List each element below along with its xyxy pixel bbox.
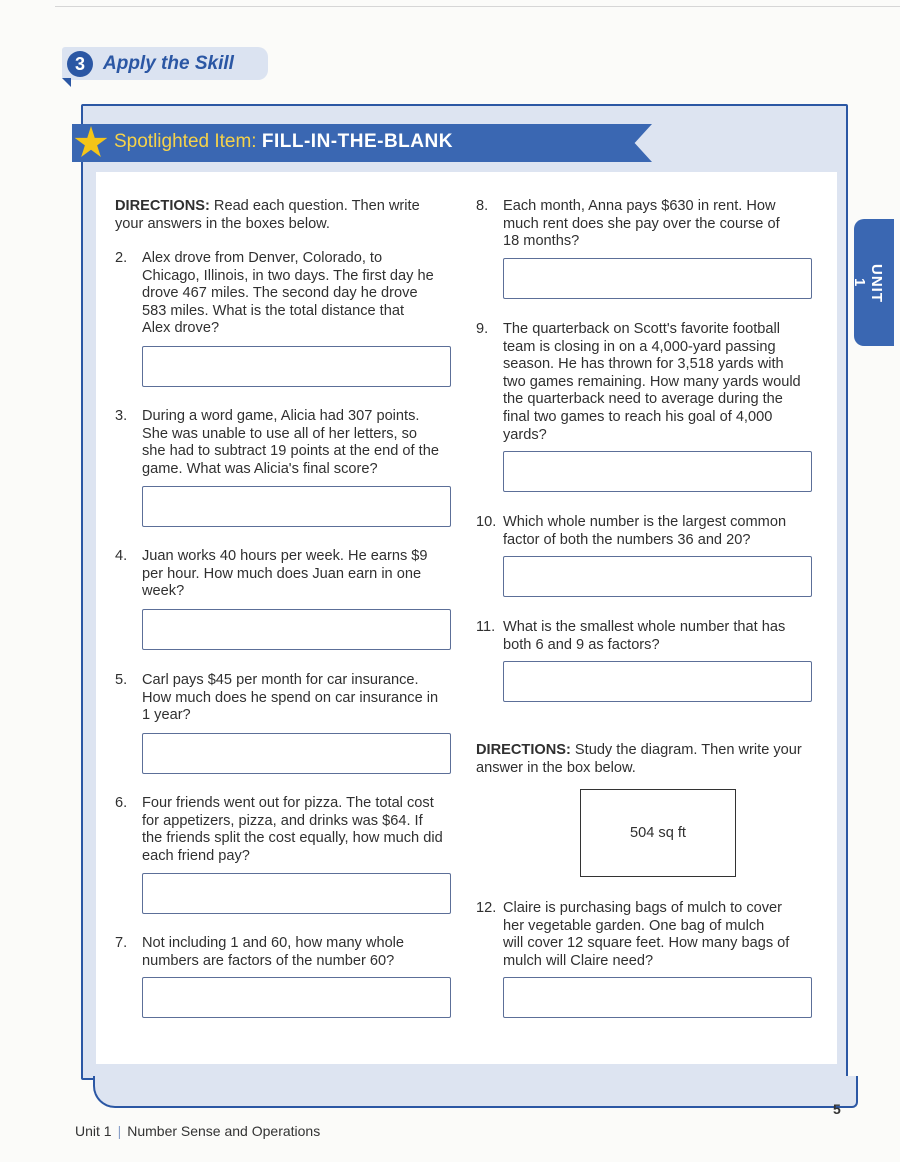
question-line: final two games to reach his goal of 4,000 — [503, 408, 773, 425]
question-line: Not including 1 and 60, how many whole — [142, 935, 405, 951]
question-line: will cover 12 square feet. How many bags of — [503, 935, 790, 952]
question-text — [142, 935, 452, 970]
directions-1 — [115, 198, 445, 233]
answer-box-12[interactable] — [503, 977, 812, 1018]
question-line: Carl pays $45 per month for car insurance. — [142, 672, 419, 688]
directions-2-text: Study the diagram. Then write your answer in the box below. — [476, 742, 802, 776]
directions-2 — [476, 742, 821, 777]
question-line: Alex drove? — [142, 320, 220, 337]
question-text — [142, 795, 457, 865]
question-line: During a word game, Alicia had 307 points. — [142, 408, 420, 424]
question-line: 1 year? — [142, 707, 191, 724]
answer-box-11[interactable] — [503, 661, 812, 702]
footer-title: Number Sense and Operations — [127, 1123, 321, 1139]
question-text — [503, 900, 818, 970]
question-line: both 6 and 9 as factors? — [503, 636, 660, 653]
question-line: per hour. How much does Juan earn in one — [142, 565, 422, 582]
question-line: What is the smallest whole number that has — [503, 619, 786, 635]
question-number: 8. — [476, 198, 489, 214]
question-number: 10. — [476, 514, 497, 530]
question-line: week? — [142, 583, 185, 600]
question-line: much rent does she pay over the course of — [503, 215, 780, 232]
question-text — [142, 250, 452, 338]
question-number: 2. — [115, 250, 128, 266]
page-number: 5 — [833, 1101, 841, 1117]
question-line: Alex drove from Denver, Colorado, to — [142, 250, 383, 266]
directions-1-heading: DIRECTIONS: — [115, 198, 210, 214]
answer-box-6[interactable] — [142, 873, 451, 914]
question-line: How much does he spend on car insurance in — [142, 689, 439, 706]
question-line: mulch will Claire need? — [503, 952, 654, 969]
answer-box-2[interactable] — [142, 346, 451, 387]
question-line: she had to subtract 19 points at the end of the — [142, 443, 439, 460]
question-line: Each month, Anna pays $630 in rent. How — [503, 198, 776, 214]
section-number: 3 — [67, 51, 93, 77]
question-text — [503, 514, 818, 549]
question-text — [503, 198, 813, 251]
question-text — [503, 619, 818, 654]
question-line: season. He has thrown for 3,518 yards with — [503, 356, 784, 373]
answer-box-8[interactable] — [503, 258, 812, 299]
footer-unit: Unit 1 — [75, 1123, 112, 1139]
question-number: 11. — [476, 619, 496, 635]
question-line: two games remaining. How many yards would — [503, 373, 801, 390]
question-line: 583 miles. What is the total distance that — [142, 302, 405, 319]
question-line: She was unable to use all of her letters, so — [142, 425, 418, 442]
footer-separator: | — [117, 1123, 122, 1139]
question-number: 9. — [476, 321, 489, 337]
answer-box-9[interactable] — [503, 451, 812, 492]
banner-type: FILL-IN-THE-BLANK — [261, 131, 453, 152]
question-text — [142, 548, 452, 601]
question-number: 3. — [115, 408, 128, 424]
question-line: yards? — [503, 426, 547, 443]
question-number: 5. — [115, 672, 128, 688]
question-number: 12. — [476, 900, 497, 916]
banner-label: Spotlighted Item: — [114, 131, 262, 152]
question-text — [142, 408, 452, 478]
question-line: Chicago, Illinois, in two days. The first day he — [142, 267, 434, 284]
answer-box-4[interactable] — [142, 609, 451, 650]
area-diagram — [580, 789, 736, 877]
question-line: Four friends went out for pizza. The total cost — [142, 795, 434, 811]
question-line: Which whole number is the largest common — [503, 514, 787, 530]
top-rule — [55, 6, 900, 7]
spotlight-frame-bottom — [93, 1076, 858, 1108]
question-line: her vegetable garden. One bag of mulch — [503, 917, 765, 934]
question-line: drove 467 miles. The second day he drove — [142, 285, 418, 302]
section-title: Apply the Skill — [103, 53, 234, 74]
question-number: 6. — [115, 795, 128, 811]
question-number: 7. — [115, 935, 128, 951]
question-line: factor of both the numbers 36 and 20? — [503, 531, 751, 548]
question-line: the friends split the cost equally, how much did — [142, 830, 443, 847]
question-line: The quarterback on Scott's favorite football — [503, 321, 780, 337]
question-line: 18 months? — [503, 233, 580, 250]
banner-title — [114, 131, 453, 153]
question-line: game. What was Alicia's final score? — [142, 460, 378, 477]
question-line: Claire is purchasing bags of mulch to cover — [503, 900, 783, 916]
area-diagram-label: 504 sq ft — [630, 825, 686, 841]
directions-1-text: Read each question. Then write your answers in the boxes below. — [115, 198, 420, 232]
question-line: the quarterback need to average during the — [503, 391, 783, 408]
question-text — [142, 672, 452, 725]
answer-box-7[interactable] — [142, 977, 451, 1018]
answer-box-10[interactable] — [503, 556, 812, 597]
question-line: for appetizers, pizza, and drinks was $64. If — [142, 812, 423, 829]
question-line: Juan works 40 hours per week. He earns $9 — [142, 548, 428, 564]
page-footer — [75, 1123, 320, 1139]
answer-box-5[interactable] — [142, 733, 451, 774]
answer-box-3[interactable] — [142, 486, 451, 527]
directions-2-heading: DIRECTIONS: — [476, 742, 571, 758]
question-text — [503, 321, 818, 444]
question-line: team is closing in on a 4,000-yard passing — [503, 338, 776, 355]
section-tab-corner — [62, 78, 71, 87]
question-line: each friend pay? — [142, 847, 250, 864]
unit-tab-label: UNIT 1 — [851, 263, 885, 303]
question-number: 4. — [115, 548, 128, 564]
question-line: numbers are factors of the number 60? — [142, 952, 395, 969]
